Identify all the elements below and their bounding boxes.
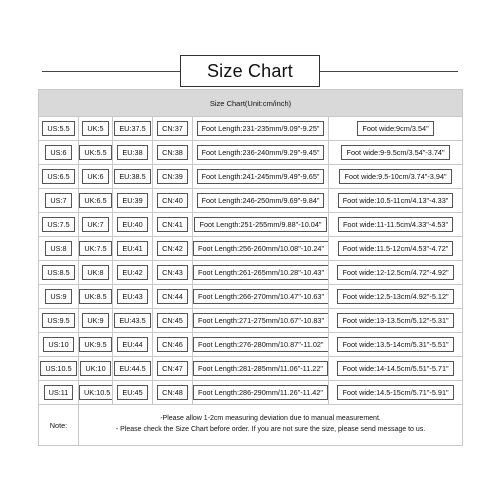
- us-size-cell: [39, 333, 79, 357]
- table-row: [39, 117, 463, 141]
- us-size-cell: [39, 261, 79, 285]
- note-line: - Please check the Size Chart before order. If you are not sure the size, please send message to us.: [115, 426, 426, 433]
- foot-length-label: Foot Length:276-280mm/10.87"-11.02": [193, 337, 329, 352]
- uk-size-cell: [79, 333, 113, 357]
- table-row: [39, 237, 463, 261]
- us-size-label: US:7.5: [42, 217, 74, 232]
- foot-length-label: Foot Length:286-290mm/11.26"-11.42": [193, 385, 328, 400]
- cn-size-cell: [153, 141, 193, 165]
- cn-size-label: CN:40: [157, 193, 188, 208]
- eu-size-cell: [113, 237, 153, 261]
- eu-size-cell: [113, 381, 153, 405]
- us-size-label: US:11: [44, 385, 74, 400]
- foot-length-label: Foot Length:236-240mm/9.29"-9.45": [197, 145, 325, 160]
- foot-wide-label: Foot wide:11-11.5cm/4.33"-4.53": [338, 217, 453, 232]
- eu-size-cell: [113, 357, 153, 381]
- eu-size-label: EU:43: [117, 289, 147, 304]
- eu-size-cell: [113, 141, 153, 165]
- uk-size-cell: [79, 117, 113, 141]
- table-row: [39, 333, 463, 357]
- us-size-label: US:6: [45, 145, 71, 160]
- uk-size-cell: [79, 357, 113, 381]
- uk-size-label: UK:5: [82, 121, 108, 136]
- cn-size-label: CN:39: [157, 169, 188, 184]
- us-size-cell: [39, 357, 79, 381]
- eu-size-label: EU:43.5: [114, 313, 150, 328]
- us-size-label: US:6.5: [42, 169, 74, 184]
- cn-size-label: CN:47: [157, 361, 188, 376]
- table-row: [39, 189, 463, 213]
- cn-size-cell: [153, 309, 193, 333]
- eu-size-cell: [113, 261, 153, 285]
- us-size-cell: [39, 285, 79, 309]
- foot-wide-cell: [329, 333, 463, 357]
- foot-length-label: Foot Length:261-265mm/10.28"-10.43": [193, 265, 329, 280]
- us-size-cell: [39, 189, 79, 213]
- cn-size-cell: [153, 381, 193, 405]
- us-size-label: US:5.5: [42, 121, 74, 136]
- us-size-label: US:10.5: [40, 361, 76, 376]
- us-size-cell: [39, 117, 79, 141]
- foot-length-cell: [193, 117, 329, 141]
- cn-size-label: CN:42: [157, 241, 188, 256]
- eu-size-cell: [113, 189, 153, 213]
- foot-length-label: Foot Length:241-245mm/9.49"-9.65": [197, 169, 325, 184]
- foot-wide-label: Foot wide:13-13.5cm/5.12"-5.31": [337, 313, 453, 328]
- uk-size-cell: [79, 165, 113, 189]
- foot-length-label: Foot Length:256-260mm/10.08"-10.24": [193, 241, 329, 256]
- us-size-label: US:9: [45, 289, 71, 304]
- cn-size-label: CN:44: [157, 289, 188, 304]
- foot-wide-cell: [329, 309, 463, 333]
- eu-size-label: EU:42: [117, 265, 147, 280]
- uk-size-cell: [79, 261, 113, 285]
- title-divider-left: [42, 71, 180, 72]
- foot-length-label: Foot Length:281-285mm/11.06"-11.22": [193, 361, 328, 376]
- us-size-cell: [39, 309, 79, 333]
- uk-size-label: UK:7: [82, 217, 108, 232]
- foot-length-cell: [193, 357, 329, 381]
- foot-wide-label: Foot wide:14-14.5cm/5.51"-5.71": [337, 361, 453, 376]
- eu-size-label: EU:45: [117, 385, 147, 400]
- foot-length-cell: [193, 141, 329, 165]
- foot-length-cell: [193, 189, 329, 213]
- note-text: [79, 405, 463, 446]
- foot-wide-cell: [329, 213, 463, 237]
- cn-size-cell: [153, 189, 193, 213]
- foot-length-label: Foot Length:231-235mm/9.09"-9.25": [197, 121, 325, 136]
- us-size-label: US:10: [43, 337, 73, 352]
- uk-size-label: UK:9.5: [79, 337, 111, 352]
- cn-size-cell: [153, 117, 193, 141]
- uk-size-label: UK:10: [80, 361, 110, 376]
- foot-wide-cell: [329, 189, 463, 213]
- eu-size-cell: [113, 165, 153, 189]
- eu-size-label: EU:38: [117, 145, 147, 160]
- uk-size-cell: [79, 381, 113, 405]
- table-header: Size Chart(Unit:cm/inch): [39, 90, 463, 117]
- foot-wide-label: Foot wide:9.5-10cm/3.74"-3.94": [339, 169, 451, 184]
- eu-size-cell: [113, 333, 153, 357]
- uk-size-label: UK:10.5: [79, 385, 113, 400]
- uk-size-cell: [79, 189, 113, 213]
- cn-size-cell: [153, 357, 193, 381]
- table-row: [39, 261, 463, 285]
- foot-wide-label: Foot wide:12-12.5cm/4.72"-4.92": [337, 265, 453, 280]
- foot-length-cell: [193, 309, 329, 333]
- eu-size-label: EU:37.5: [114, 121, 150, 136]
- table-header-row: [39, 90, 463, 117]
- us-size-label: US:8: [45, 241, 71, 256]
- eu-size-cell: [113, 117, 153, 141]
- page-title: Size Chart: [180, 55, 320, 87]
- foot-wide-label: Foot wide:13.5-14cm/5.31"-5.51": [337, 337, 453, 352]
- cn-size-label: CN:37: [157, 121, 188, 136]
- cn-size-label: CN:48: [157, 385, 188, 400]
- foot-length-cell: [193, 333, 329, 357]
- table-row: [39, 381, 463, 405]
- size-chart-table: [38, 89, 463, 446]
- uk-size-cell: [79, 237, 113, 261]
- uk-size-label: UK:6: [82, 169, 108, 184]
- foot-length-cell: [193, 165, 329, 189]
- uk-size-cell: [79, 141, 113, 165]
- note-line: -Please allow 1-2cm measuring deviation due to manual measurement.: [160, 415, 381, 423]
- foot-wide-label: Foot wide:10.5-11cm/4.13"-4.33": [338, 193, 454, 208]
- foot-wide-cell: [329, 285, 463, 309]
- us-size-cell: [39, 381, 79, 405]
- us-size-cell: [39, 141, 79, 165]
- foot-wide-label: Foot wide:9cm/3.54": [357, 121, 433, 136]
- foot-wide-label: Foot wide:11.5-12cm/4.53"-4.72": [338, 241, 454, 256]
- cn-size-cell: [153, 261, 193, 285]
- foot-length-label: Foot Length:266-270mm/10.47"-10.63": [193, 289, 329, 304]
- note-label: Note:: [39, 405, 79, 446]
- cn-size-label: CN:46: [157, 337, 188, 352]
- foot-length-label: Foot Length:271-275mm/10.67"-10.83": [193, 313, 329, 328]
- eu-size-label: EU:44: [117, 337, 147, 352]
- cn-size-cell: [153, 165, 193, 189]
- us-size-label: US:8.5: [42, 265, 74, 280]
- uk-size-label: UK:8.5: [79, 289, 111, 304]
- uk-size-label: UK:7.5: [79, 241, 111, 256]
- foot-length-cell: [193, 237, 329, 261]
- uk-size-cell: [79, 213, 113, 237]
- table-row: [39, 285, 463, 309]
- us-size-label: US:9.5: [42, 313, 74, 328]
- foot-wide-cell: [329, 261, 463, 285]
- table-row: [39, 357, 463, 381]
- foot-length-cell: [193, 285, 329, 309]
- eu-size-label: EU:41: [117, 241, 147, 256]
- us-size-cell: [39, 165, 79, 189]
- us-size-cell: [39, 237, 79, 261]
- title-divider-right: [320, 71, 458, 72]
- foot-wide-label: Foot wide:12.5-13cm/4.92"-5.12": [337, 289, 453, 304]
- uk-size-cell: [79, 309, 113, 333]
- foot-length-cell: [193, 213, 329, 237]
- us-size-cell: [39, 213, 79, 237]
- foot-length-cell: [193, 381, 329, 405]
- table-row: [39, 213, 463, 237]
- eu-size-cell: [113, 213, 153, 237]
- uk-size-label: UK:6.5: [79, 193, 111, 208]
- foot-wide-label: Foot wide:14.5-15cm/5.71"-5.91": [337, 385, 453, 400]
- foot-length-label: Foot Length:251-255mm/9.88"-10.04": [194, 217, 326, 232]
- note-row: [39, 405, 463, 446]
- uk-size-label: UK:5.5: [79, 145, 111, 160]
- foot-wide-cell: [329, 357, 463, 381]
- cn-size-label: CN:38: [157, 145, 188, 160]
- foot-length-cell: [193, 261, 329, 285]
- eu-size-cell: [113, 285, 153, 309]
- foot-wide-cell: [329, 117, 463, 141]
- cn-size-cell: [153, 285, 193, 309]
- foot-wide-label: Foot wide:9-9.5cm/3.54"-3.74": [341, 145, 449, 160]
- eu-size-label: EU:40: [117, 217, 147, 232]
- cn-size-label: CN:45: [157, 313, 188, 328]
- cn-size-cell: [153, 237, 193, 261]
- cn-size-label: CN:41: [157, 217, 188, 232]
- foot-wide-cell: [329, 381, 463, 405]
- eu-size-label: EU:39: [117, 193, 147, 208]
- eu-size-label: EU:44.5: [114, 361, 150, 376]
- uk-size-label: UK:9: [82, 313, 108, 328]
- table-row: [39, 165, 463, 189]
- foot-wide-cell: [329, 165, 463, 189]
- foot-wide-cell: [329, 141, 463, 165]
- table-row: [39, 141, 463, 165]
- title-area: [0, 52, 500, 92]
- cn-size-cell: [153, 333, 193, 357]
- cn-size-label: CN:43: [157, 265, 188, 280]
- us-size-label: US:7: [45, 193, 71, 208]
- cn-size-cell: [153, 213, 193, 237]
- foot-wide-cell: [329, 237, 463, 261]
- uk-size-label: UK:8: [82, 265, 108, 280]
- uk-size-cell: [79, 285, 113, 309]
- foot-length-label: Foot Length:246-250mm/9.69"-9.84": [197, 193, 325, 208]
- eu-size-cell: [113, 309, 153, 333]
- table-row: [39, 309, 463, 333]
- eu-size-label: EU:38.5: [114, 169, 150, 184]
